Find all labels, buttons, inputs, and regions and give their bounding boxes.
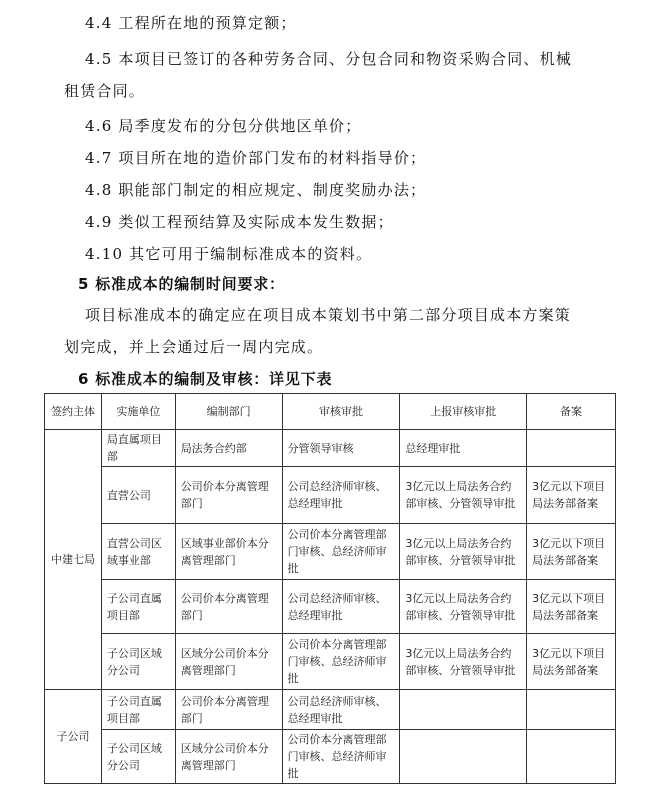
table-cell: 3亿元以下项目局法务部备案 (527, 524, 616, 580)
table-cell: 公司总经济师审核、总经理审批 (282, 467, 400, 524)
table-cell: 3亿元以上局法务合约部审核、分管领导审批 (400, 634, 527, 690)
table-cell: 区域分公司价本分离管理部门 (175, 634, 282, 690)
header-filing: 备案 (527, 394, 616, 430)
table-cell: 公司价本分离管理部门审核、总经济师审批 (282, 524, 400, 580)
table-row (45, 467, 616, 524)
header-report-review: 上报审核审批 (400, 394, 527, 430)
table-cell (400, 690, 527, 730)
list-item-4-5-cont: 租赁合同。 (64, 82, 146, 100)
table-row (45, 730, 616, 784)
section-5-paragraph-line-2: 划完成，并上会通过后一周内完成。 (64, 338, 324, 356)
table-cell: 子公司区域分公司 (101, 634, 175, 690)
list-item-4-9: 4.9 类似工程预结算及实际成本发生数据； (85, 213, 394, 231)
list-item-4-10: 4.10 其它可用于编制标准成本的资料。 (85, 245, 373, 263)
list-item-4-4: 4.4 工程所在地的预算定额； (85, 14, 297, 32)
table-cell: 局直属项目部 (101, 430, 175, 467)
table-row (45, 580, 616, 634)
table-row (45, 430, 616, 467)
table-cell: 子公司直属项目部 (101, 580, 175, 634)
table-cell (527, 690, 616, 730)
table-cell: 3亿元以下项目局法务部备案 (527, 580, 616, 634)
table-header-row (45, 394, 616, 430)
table-cell: 3亿元以下项目局法务部备案 (527, 467, 616, 524)
table-cell: 3亿元以上局法务合约部审核、分管领导审批 (400, 524, 527, 580)
table-cell: 公司总经济师审核、总经理审批 (282, 580, 400, 634)
table-row (45, 634, 616, 690)
table-cell: 分管领导审核 (282, 430, 400, 467)
header-review-approval: 审核审批 (282, 394, 400, 430)
section-5-heading: 5 标准成本的编制时间要求： (78, 275, 285, 293)
section-5-paragraph-line-1: 项目标准成本的确定应在项目成本策划书中第二部分项目成本方案策 (85, 306, 572, 324)
section-6-heading: 6 标准成本的编制及审核：详见下表 (78, 370, 333, 388)
table-cell: 局法务合约部 (175, 430, 282, 467)
table-cell: 子公司直属项目部 (101, 690, 175, 730)
table-cell (400, 730, 527, 784)
table-cell: 公司价本分离管理部门审核、总经济师审批 (282, 730, 400, 784)
table-cell: 3亿元以下项目局法务部备案 (527, 634, 616, 690)
standard-cost-table (44, 393, 616, 784)
header-implementing-unit: 实施单位 (101, 394, 175, 430)
table-row (45, 524, 616, 580)
table-cell: 区域分公司价本分离管理部门 (175, 730, 282, 784)
table-cell: 公司价本分离管理部门 (175, 580, 282, 634)
list-item-4-8: 4.8 职能部门制定的相应规定、制度奖励办法； (85, 181, 427, 199)
header-compiling-dept: 编制部门 (175, 394, 282, 430)
list-item-4-5: 4.5 本项目已签订的各种劳务合同、分包合同和物资采购合同、机械 (85, 50, 573, 68)
table-cell: 总经理审批 (400, 430, 527, 467)
table-cell: 公司价本分离管理部门 (175, 467, 282, 524)
table-cell: 公司总经济师审核、总经理审批 (282, 690, 400, 730)
table-cell (527, 730, 616, 784)
table-row (45, 690, 616, 730)
list-item-4-6: 4.6 局季度发布的分包分供地区单价； (85, 117, 362, 135)
table-cell: 公司价本分离管理部门 (175, 690, 282, 730)
list-item-4-7: 4.7 项目所在地的造价部门发布的材料指导价； (85, 149, 427, 167)
table-cell: 3亿元以上局法务合约部审核、分管领导审批 (400, 467, 527, 524)
table-cell: 子公司区域分公司 (101, 730, 175, 784)
table-cell (527, 430, 616, 467)
header-signing-party: 签约主体 (45, 394, 102, 430)
group-cell-cscec7: 中建七局 (45, 430, 102, 690)
table-cell: 公司价本分离管理部门审核、总经济师审批 (282, 634, 400, 690)
table-cell: 3亿元以上局法务合约部审核、分管领导审批 (400, 580, 527, 634)
table-cell: 区域事业部价本分离管理部门 (175, 524, 282, 580)
table-cell: 直营公司 (101, 467, 175, 524)
group-cell-subsidiary: 子公司 (45, 690, 102, 784)
table-cell: 直营公司区域事业部 (101, 524, 175, 580)
